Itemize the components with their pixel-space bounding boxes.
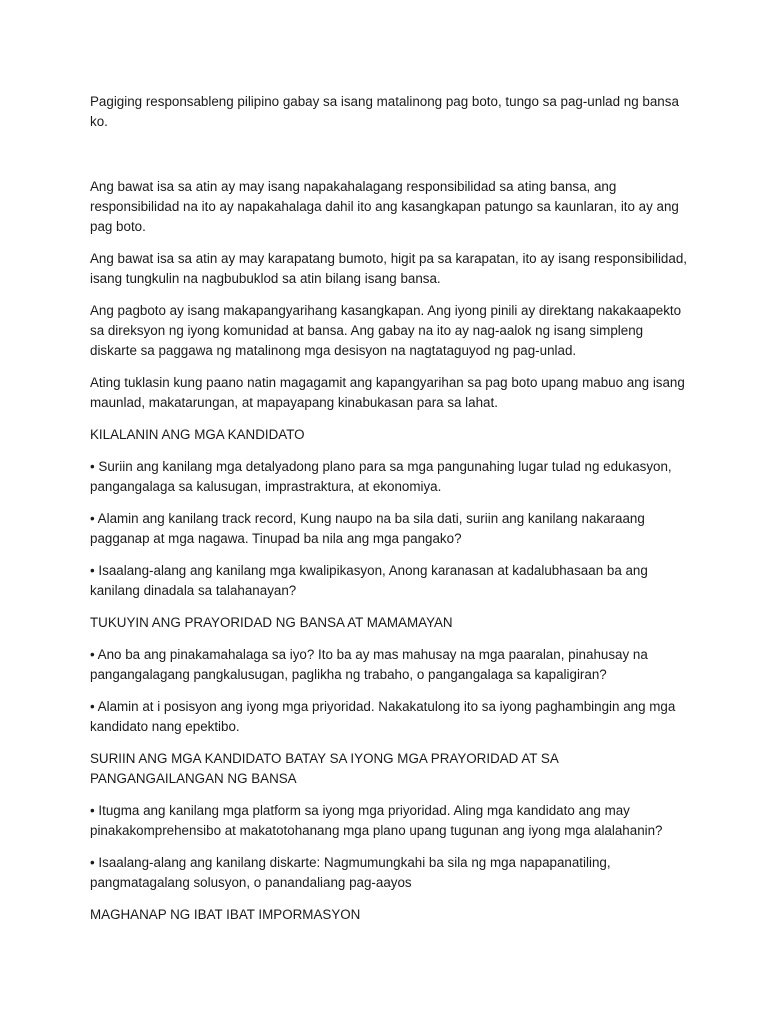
- bullet-item: • Isaalang-alang ang kanilang diskarte: Nagmumungkahi ba sila ng mga napapanatiling, pangmatagalang solusyon, o panandaliang pag-aayos: [90, 855, 611, 890]
- section-heading-priorities: TUKUYIN ANG PRAYORIDAD NG BANSA AT MAMAMAYAN: [90, 615, 453, 630]
- section-heading-candidates: KILALANIN ANG MGA KANDIDATO: [90, 427, 305, 442]
- document-title: Pagiging responsableng pilipino gabay sa isang matalinong pag boto, tungo sa pag-unlad ng bansa ko.: [90, 94, 679, 129]
- section-heading-evaluate: SURIIN ANG MGA KANDIDATO BATAY SA IYONG MGA PRAYORIDAD AT SA PANGANGAILANGAN NG BANSA: [90, 751, 559, 786]
- bullet-item: • Isaalang-alang ang kanilang mga kwalipikasyon, Anong karanasan at kadalubhasaan ba ang kanilang dinadala sa talahanayan?: [90, 563, 648, 598]
- bullet-item: • Alamin ang kanilang track record, Kung naupo na ba sila dati, suriin ang kanilang nakaraang pagganap at mga nagawa. Tinupad ba nila ang mga pangako?: [90, 511, 645, 546]
- intro-paragraph-1: Ang bawat isa sa atin ay may isang napakahalagang responsibilidad sa ating bansa, ang responsibilidad na ito ay napakahalaga dahil ito ang kasangkapan patungo sa kaunlaran, ito ay ang pag boto.: [90, 179, 679, 234]
- intro-paragraph-3: Ang pagboto ay isang makapangyarihang kasangkapan. Ang iyong pinili ay direktang nakakaapekto sa direksyon ng iyong komunidad at bansa. Ang gabay na ito ay nag-aalok ng isang simpleng diskarte sa paggawa ng matalinong mga desisyon na nagtataguyod ng pag-unlad.: [90, 303, 682, 358]
- intro-paragraph-4: Ating tuklasin kung paano natin magagamit ang kapangyarihan sa pag boto upang mabuo ang isang maunlad, makatarungan, at mapayapang kinabukasan para sa lahat.: [90, 375, 685, 410]
- bullet-item: • Suriin ang kanilang mga detalyadong plano para sa mga pangunahing lugar tulad ng edukasyon, pangangalaga sa kalusugan, imprastraktura, at ekonomiya.: [90, 459, 672, 494]
- section-heading-information: MAGHANAP NG IBAT IBAT IMPORMASYON: [90, 907, 361, 922]
- bullet-item: • Alamin at i posisyon ang iyong mga priyoridad. Nakakatulong ito sa iyong paghambingin ang mga kandidato nang epektibo.: [90, 699, 676, 734]
- document-page: [90, 92, 690, 937]
- intro-paragraph-2: Ang bawat isa sa atin ay may karapatang bumoto, higit pa sa karapatan, ito ay isang responsibilidad, isang tungkulin na nagbubuklod sa atin bilang isang bansa.: [90, 251, 687, 286]
- bullet-item: • Itugma ang kanilang mga platform sa iyong mga priyoridad. Aling mga kandidato ang may pinakakomprehensibo at makatotohanang mga plano upang tugunan ang iyong mga alalahanin?: [90, 803, 663, 838]
- bullet-item: • Ano ba ang pinakamahalaga sa iyo? Ito ba ay mas mahusay na mga paaralan, pinahusay na pangangalagang pangkalusugan, paglikha ng trabaho, o pangangalaga sa kapaligiran?: [90, 647, 648, 682]
